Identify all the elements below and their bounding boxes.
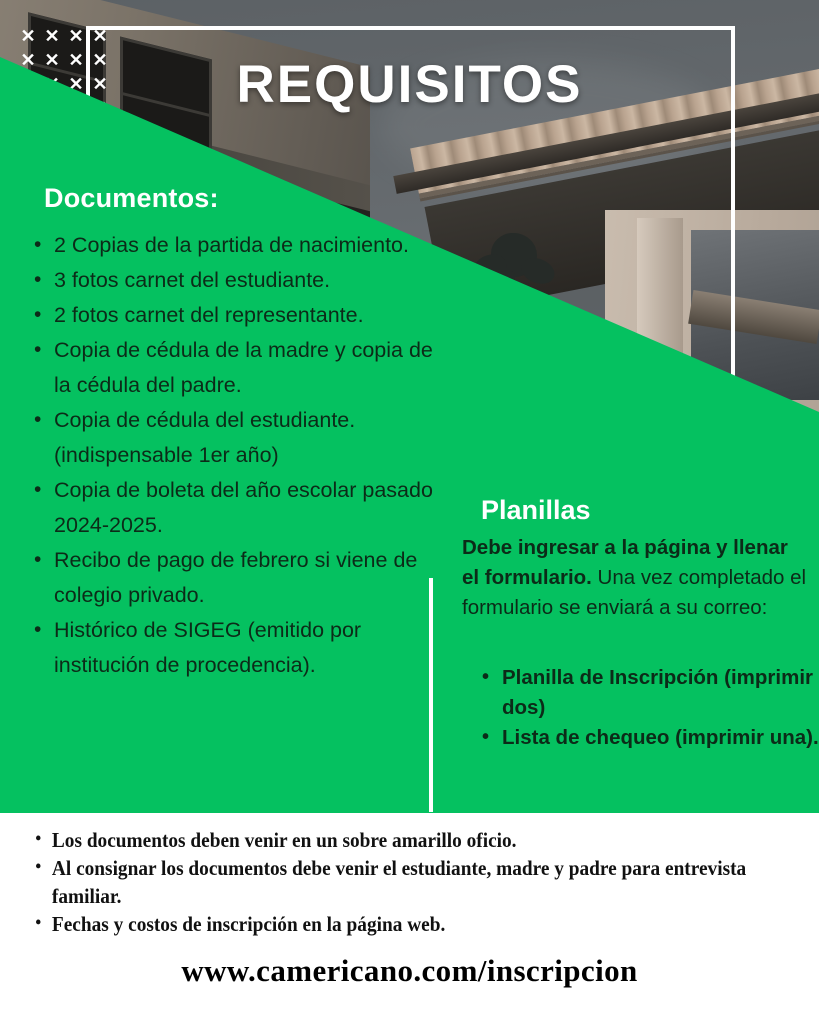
x-mark-icon: ✕ — [44, 26, 60, 46]
x-mark-icon: ✕ — [92, 26, 108, 46]
documentos-list — [28, 228, 454, 683]
list-item: • 2 fotos carnet del representante. — [54, 298, 454, 333]
x-mark-icon: ✕ — [68, 26, 84, 46]
list-item: • Al consignar los documentos debe venir el estudiante, madre y padre para entrevista familiar. — [52, 854, 760, 910]
list-item: • Los documentos deben venir en un sobre amarillo oficio. — [52, 826, 760, 854]
list-item: • Copia de boleta del año escolar pasado 2024-2025. — [54, 473, 454, 543]
x-mark-icon: ✕ — [20, 50, 36, 70]
x-mark-icon: ✕ — [20, 26, 36, 46]
list-item: • Copia de cédula de la madre y copia de la cédula del padre. — [54, 333, 454, 403]
list-item: • Copia de cédula del estudiante. (indispensable 1er año) — [54, 403, 454, 473]
list-item: • Fechas y costos de inscripción en la página web. — [52, 910, 760, 938]
website-url[interactable]: www.camericano.com/inscripcion — [181, 953, 638, 988]
x-mark-icon: ✕ — [92, 74, 108, 94]
planillas-intro-bold: Debe ingresar a la página y llenar el formulario. — [462, 536, 788, 589]
column-divider — [429, 578, 433, 812]
list-item: • 2 Copias de la partida de nacimiento. — [54, 228, 454, 263]
footer-panel — [0, 813, 819, 1024]
page-title: REQUISITOS — [236, 55, 583, 114]
list-item: • Histórico de SIGEG (emitido por institución de procedencia). — [54, 613, 454, 683]
x-mark-icon: ✕ — [44, 50, 60, 70]
list-item: • Planilla de Inscripción (imprimir dos) — [502, 663, 819, 723]
list-item: • Recibo de pago de febrero si viene de colegio privado. — [54, 543, 454, 613]
list-item: • Lista de chequeo (imprimir una). — [502, 723, 819, 753]
planillas-intro — [462, 533, 810, 623]
footer-notes-list — [28, 826, 760, 938]
x-mark-icon: ✕ — [92, 50, 108, 70]
planillas-heading: Planillas — [481, 495, 591, 525]
x-mark-icon: ✕ — [68, 50, 84, 70]
list-item: • 3 fotos carnet del estudiante. — [54, 263, 454, 298]
planillas-list — [472, 663, 819, 753]
documentos-heading: Documentos: — [44, 183, 219, 213]
planillas-intro-rest: Una vez completado el formulario se enviará a su correo: — [462, 566, 807, 619]
x-mark-icon: ✕ — [68, 74, 84, 94]
